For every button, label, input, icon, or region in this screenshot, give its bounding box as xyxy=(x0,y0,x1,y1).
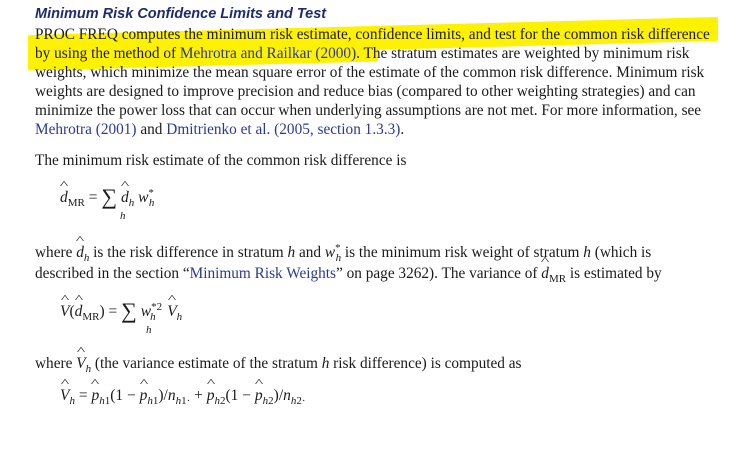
para1-line1: PROC FREQ computes the minimum risk estimate, confidence limits, and test for the common risk difference xyxy=(35,26,710,43)
equation-stratum-variance: ^ $V_h$ = ^ $p_{h1}(1$ − ^ $p_{h1})/n_{h1\cdot}$ + ^ $p_{h2}(1$ − ^ $p_{h2})/n_{h2\cdot}$ xyxy=(60,387,306,405)
equation-variance-estimate: ^ V(^ $d_{MR}$) = ∑ $w^{*2}_h$ ^ $V_h$ h xyxy=(60,296,182,322)
para1-line5: minimize the power loss that can occur when underlying assumptions are not met. For more information, see xyxy=(35,102,702,119)
para1-line6: Mehrotra (2001) and Dmitrienko et al. (2005, section 1.3.3). xyxy=(35,121,405,138)
para3: where ^ $V_h$ (the variance estimate of the stratum h risk difference) is computed as xyxy=(35,355,522,373)
para2-line2: described in the section “Minimum Risk Weights” on page 3262). The variance of ^ $d_{MR}$ is estimated by xyxy=(35,265,662,283)
para1-line2: by using the method of Mehrotra and Railkar (2000). The stratum estimates are weighted by minimum risk xyxy=(35,45,690,62)
section-heading: Minimum Risk Confidence Limits and Test xyxy=(35,6,327,22)
minimum-risk-weights-link[interactable]: Minimum Risk Weights xyxy=(189,265,336,282)
para1-line3: weights, which minimize the mean square error of the estimate of the common risk difference. Minimum risk xyxy=(35,64,705,81)
para1-line4: weights are designed to improve precision and reduce bias (compared to other weighting strategies) and can xyxy=(35,83,696,100)
dmitrienko-link[interactable]: Dmitrienko et al. (2005, section 1.3.3) xyxy=(166,121,401,138)
para2-line1: where ^ $d_h$ is the risk difference in stratum h and $w^*_h$ is the minimum risk weight of stratum h (which is xyxy=(35,244,651,262)
intro-sentence: The minimum risk estimate of the common risk difference is xyxy=(35,152,407,169)
mehrotra-railkar-link[interactable]: Mehrotra and Railkar (2000) xyxy=(179,45,357,62)
mehrotra-2001-link[interactable]: Mehrotra (2001) xyxy=(35,121,137,138)
equation-min-risk-estimate: ^ $d_{MR}$ = ∑ ^ $d_h$ $w^*_h$ h xyxy=(60,182,154,208)
